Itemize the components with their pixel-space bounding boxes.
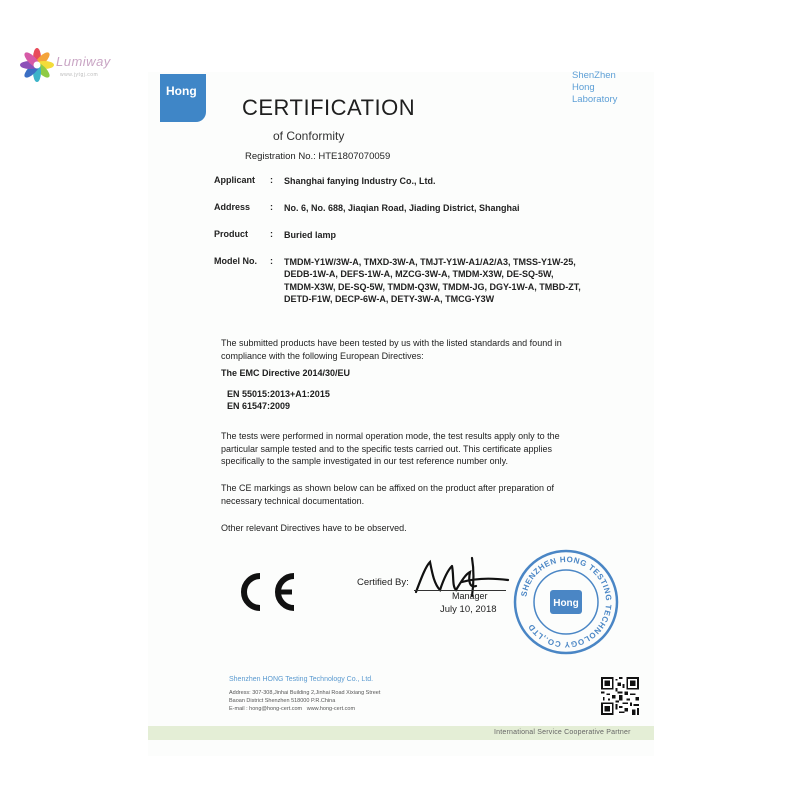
flower-logo-icon	[20, 48, 54, 82]
company-footer-name: Shenzhen HONG Testing Technology Co., Ltd.	[229, 676, 374, 683]
ce-line: necessary technical documentation.	[221, 495, 365, 506]
seal-center-text: Hong	[553, 598, 579, 609]
certificate-subtitle: of Conformity	[273, 129, 345, 143]
tests-line: The tests were performed in normal operation mode, the test results apply only to the	[221, 431, 560, 441]
tests-paragraph	[221, 430, 621, 468]
model-line: DETD-F1W, DECP-6W-A, DETY-3W-A, TMCG-Y3W	[284, 293, 495, 304]
standards-list	[227, 388, 330, 412]
model-line: DEDB-1W-A, DEFS-1W-A, MZCG-3W-A, TMDM-X3W, DE-SQ-5W,	[284, 269, 554, 280]
address-value	[284, 202, 614, 214]
address-block-line: Baoan District Shenzhen 518000 P.R.China	[229, 698, 336, 704]
hong-badge	[160, 74, 206, 122]
certificate-title: CERTIFICATION	[242, 95, 416, 120]
lab-name-line: ShenZhen	[572, 70, 616, 81]
product-line: Buried lamp	[284, 230, 337, 240]
logo-name: Lumiway	[56, 54, 111, 69]
hong-badge-text: Hong	[166, 84, 197, 98]
ce-marking-paragraph	[221, 482, 621, 507]
standard-item: EN 55015:2013+A1:2015	[227, 389, 330, 399]
registration-number: Registration No.: HTE1807070059	[245, 151, 391, 162]
intro-paragraph	[221, 337, 621, 362]
model-line: TMDM-Y1W/3W-A, TMXD-3W-A, TMJT-Y1W-A1/A2/A3, TMSS-Y1W-25,	[284, 257, 576, 267]
model-value	[284, 256, 614, 305]
field-colon: :	[270, 229, 273, 239]
intro-line: compliance with the following European Directives:	[221, 350, 424, 361]
intro-line: The submitted products have been tested by us with the listed standards and found in	[221, 338, 562, 348]
address-line: No. 6, No. 688, Jiaqian Road, Jiading District, Shanghai	[284, 203, 520, 213]
certified-by-label: Certified By:	[357, 577, 409, 588]
applicant-label: Applicant	[214, 175, 256, 185]
qr-code-icon	[601, 677, 639, 715]
field-colon: :	[270, 202, 273, 212]
product-label: Product	[214, 229, 249, 239]
tests-line: particular sample tested and to the specific tests carried out. This certificate applies	[221, 443, 552, 454]
address-label: Address	[214, 202, 251, 212]
address-block-line: E-mail : hong@hong-cert.com www.hong-cert.com	[229, 706, 356, 712]
address-block	[229, 689, 489, 713]
signer-role: Manager	[452, 591, 488, 601]
model-line: TMDM-X3W, DE-SQ-5W, TMDM-Q3W, TMDM-JG, DGY-1W-A, TMBD-ZT,	[284, 281, 581, 292]
lab-name-line: Laboratory	[572, 94, 618, 105]
partner-text: International Service Cooperative Partner	[494, 729, 631, 736]
logo-tagline: www.jytgj.com	[60, 72, 99, 78]
lab-name	[572, 70, 617, 106]
certificate-date: July 10, 2018	[440, 604, 497, 615]
address-block-line: Address: 307-308,Jinhai Building 2,Jinhai Road Xixiang Street	[229, 690, 381, 696]
site-logo	[20, 48, 140, 84]
applicant-value	[284, 175, 614, 187]
company-seal-icon	[512, 548, 620, 656]
applicant-line: Shanghai fanying Industry Co., Ltd.	[284, 176, 436, 186]
product-value	[284, 229, 614, 241]
model-label: Model No.	[214, 256, 257, 266]
lab-name-line: Hong	[572, 82, 595, 93]
ce-mark-icon	[238, 570, 302, 614]
directive-name: The EMC Directive 2014/30/EU	[221, 368, 351, 378]
other-directives: Other relevant Directives have to be observed.	[221, 523, 407, 533]
tests-line: specifically to the sample investigated in our test reference number only.	[221, 456, 508, 466]
field-colon: :	[270, 175, 273, 185]
ce-line: The CE markings as shown below can be affixed on the product after preparation of	[221, 483, 555, 493]
seal-ring-text: SHENZHEN HONG TESTING TECHNOLOGY CO.,LTD	[519, 554, 614, 650]
standard-item: EN 61547:2009	[227, 401, 291, 411]
field-colon: :	[270, 256, 273, 266]
